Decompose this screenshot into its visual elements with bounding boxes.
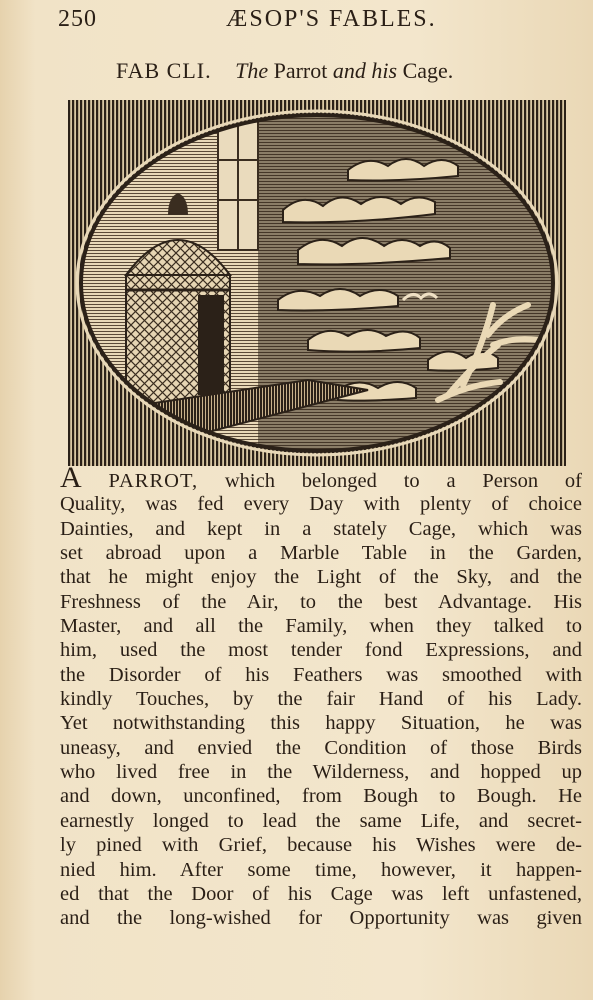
text-line bbox=[60, 461, 583, 494]
page-number: 250 bbox=[58, 6, 97, 32]
fable-text bbox=[60, 461, 583, 931]
text-line: and down, unconfined, from Bough to Bough. He bbox=[60, 785, 582, 808]
text-line: kindly Touches, by the fair Hand of his Lady. bbox=[60, 688, 582, 711]
drop-cap: A bbox=[60, 461, 82, 494]
text-line: Yet notwithstanding this happy Situation, he was bbox=[60, 712, 582, 735]
fable-heading bbox=[116, 58, 556, 88]
book-title: ÆSOP'S FABLES. bbox=[226, 6, 437, 32]
text-line: and the long-wished for Opportunity was given bbox=[60, 907, 582, 930]
text-line: ly pined with Grief, because his Wishes were de- bbox=[60, 834, 582, 857]
text-line: uneasy, and envied the Condition of those Birds bbox=[60, 736, 582, 759]
text-line: that he might enjoy the Light of the Sky, and the bbox=[60, 566, 582, 589]
fable-title-and-his: and his bbox=[332, 58, 398, 83]
text-line: who lived free in the Wilderness, and hopped up bbox=[60, 761, 582, 784]
text-line: Freshness of the Air, to the best Advantage. His bbox=[60, 590, 582, 613]
fable-title-the: The bbox=[235, 58, 269, 83]
house-lattice bbox=[218, 120, 258, 250]
fable-title-parrot: Parrot bbox=[273, 58, 328, 83]
text-line: him, used the most tender fond Expressions, and bbox=[60, 639, 582, 662]
opening-word: PARROT, bbox=[108, 470, 199, 492]
opening-line-rest: which belonged to a Person of bbox=[224, 470, 583, 492]
text-line: nied him. After some time, however, it happen- bbox=[60, 858, 582, 881]
woodcut-illustration bbox=[68, 100, 566, 466]
text-line: the Disorder of his Feathers was smoothed with bbox=[60, 663, 582, 686]
text-line: Dainties, and kept in a stately Cage, which was bbox=[60, 517, 582, 540]
fable-title-cage: Cage. bbox=[402, 58, 454, 83]
text-line: Quality, was fed every Day with plenty of choice bbox=[60, 493, 582, 516]
text-line: earnestly longed to lead the same Life, and secret- bbox=[60, 809, 582, 832]
fable-number: FAB CLI. bbox=[116, 58, 212, 83]
text-line: set abroad upon a Marble Table in the Garden, bbox=[60, 542, 582, 565]
text-line: Master, and all the Family, when they talked to bbox=[60, 615, 582, 638]
running-head bbox=[58, 4, 578, 34]
text-line: ed that the Door of his Cage was left unfastened, bbox=[60, 882, 582, 905]
